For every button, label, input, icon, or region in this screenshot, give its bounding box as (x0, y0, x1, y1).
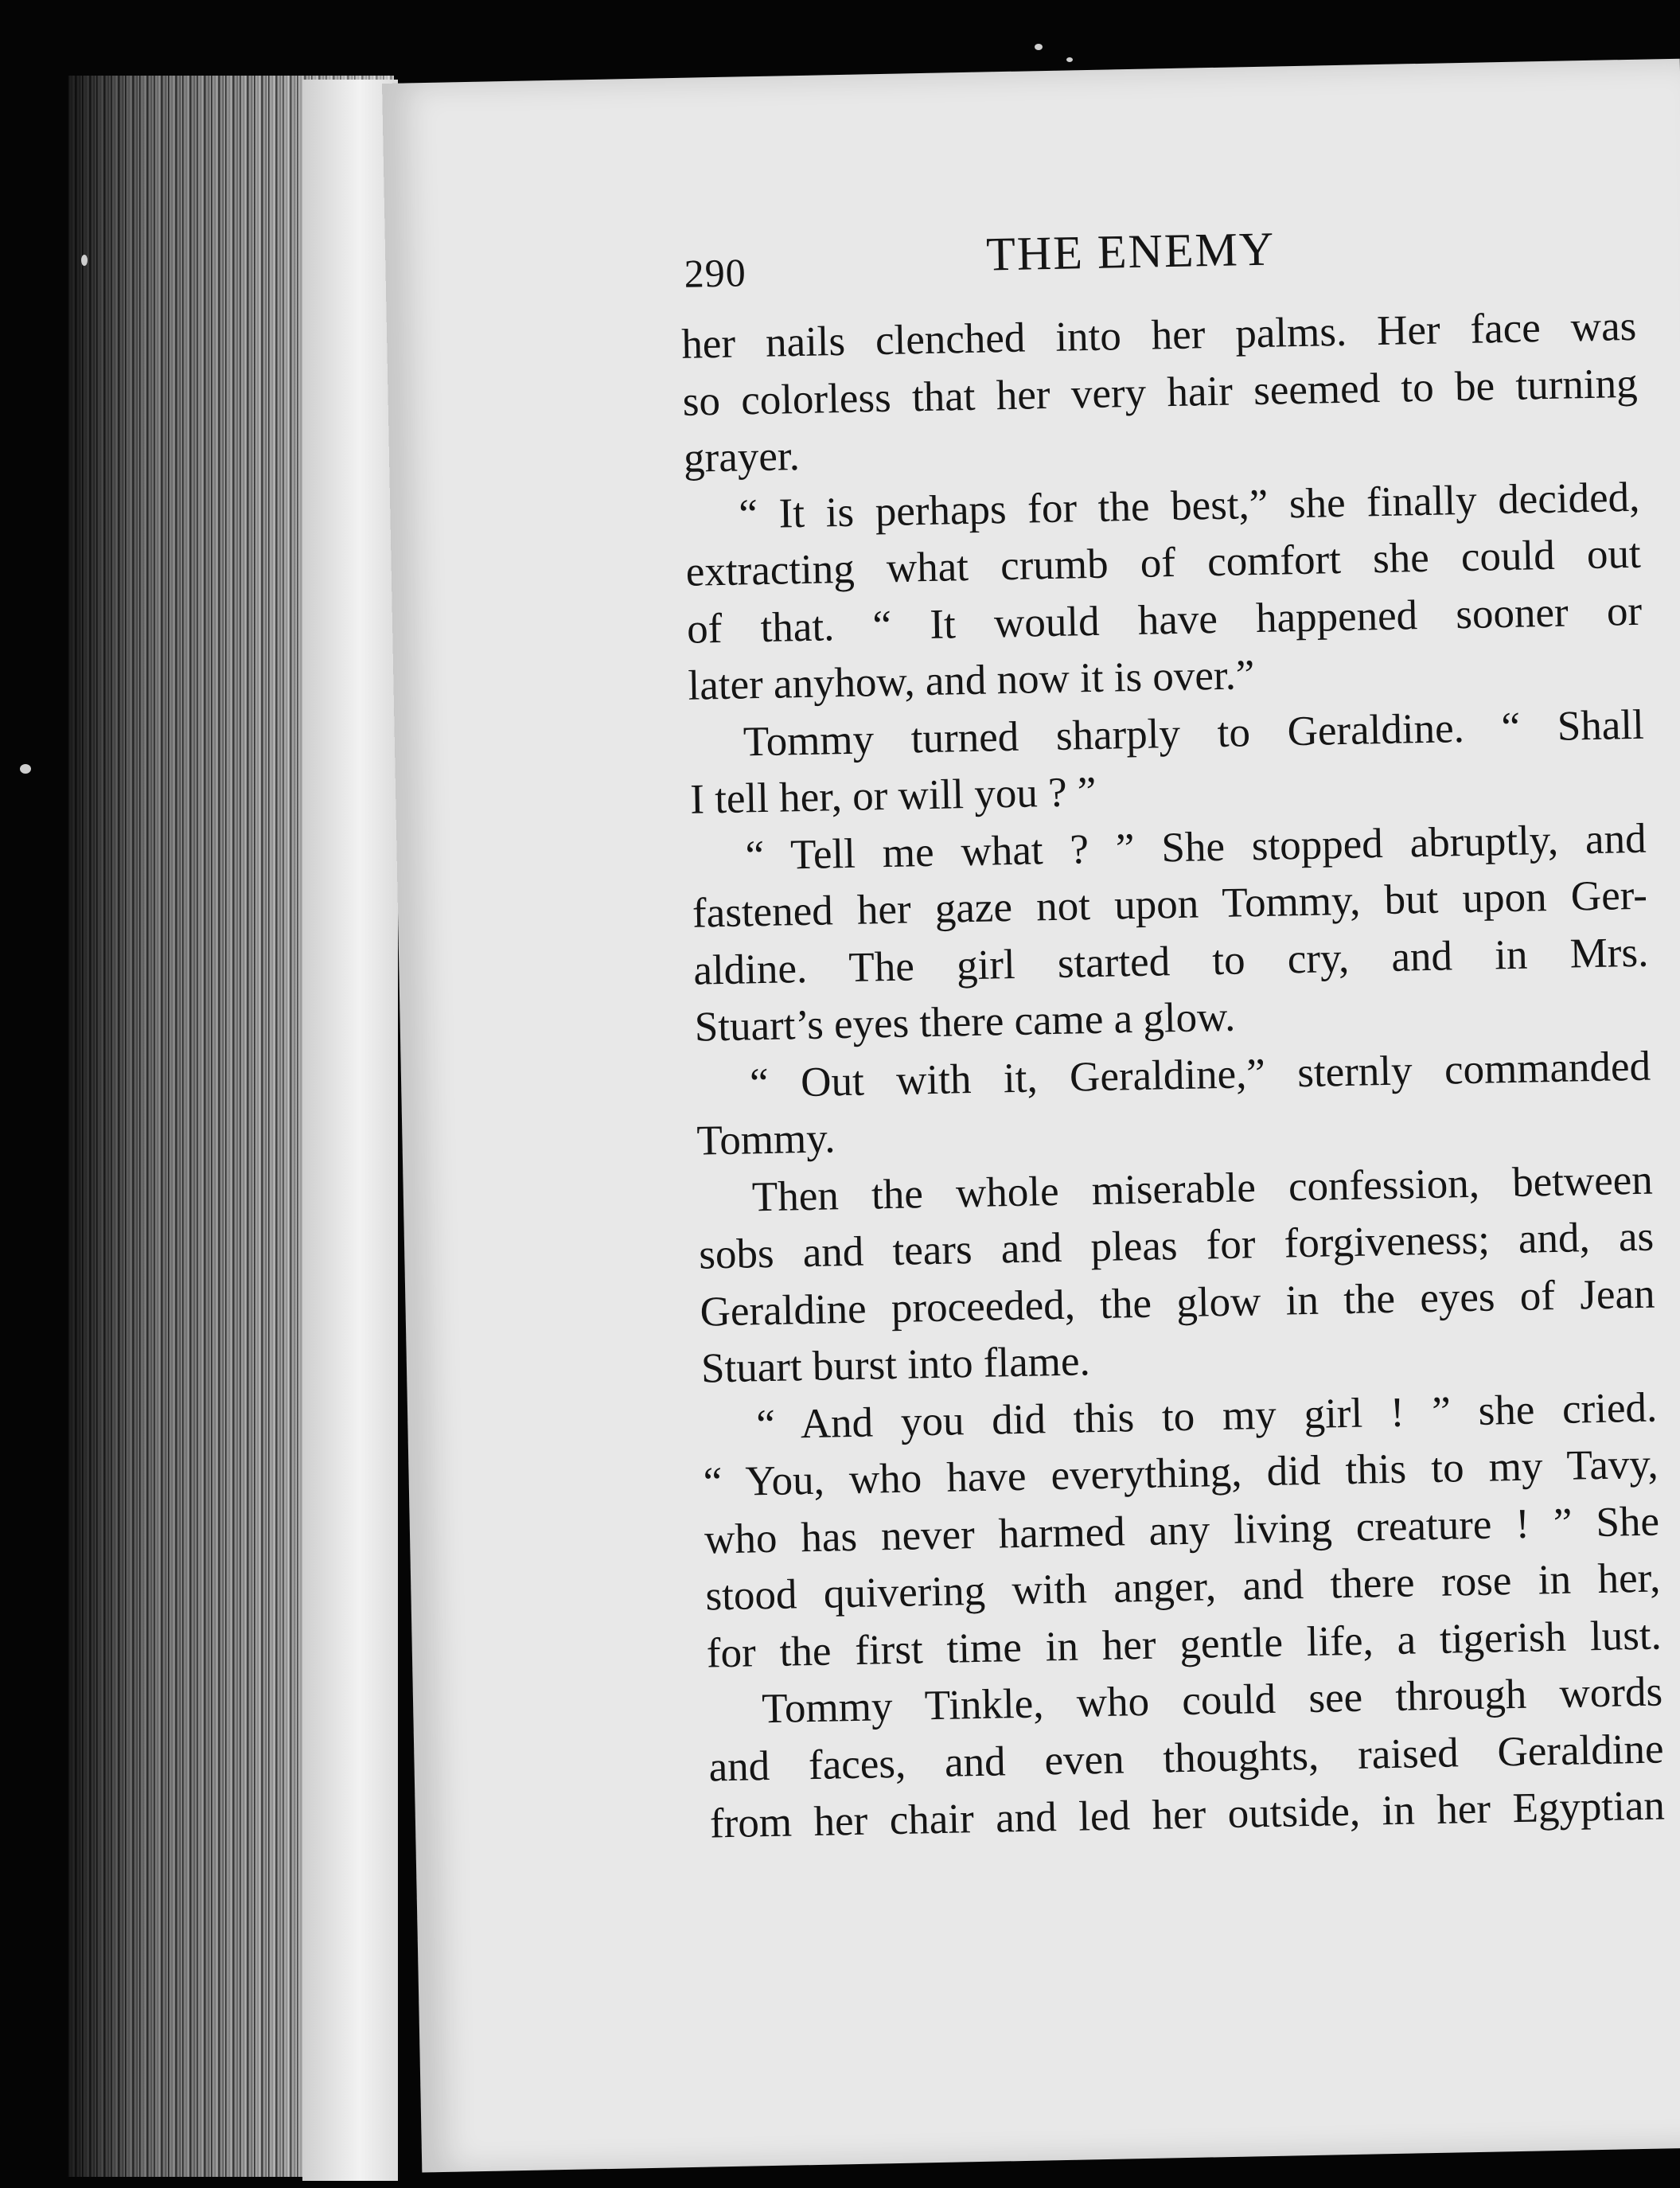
text-line: “ And you did this to my girl ! ” she cried. (755, 1384, 1658, 1448)
text-line: Tommy. (696, 1115, 836, 1164)
dust-speck (1066, 57, 1073, 62)
text-line: her nails clenched into her palms. Her face was (680, 302, 1637, 368)
body-text (681, 298, 1666, 1853)
page-edge-strip (302, 80, 398, 2181)
text-line: Tommy turned sharply to Geraldine. “ Shall (743, 701, 1645, 765)
text-line: Geraldine proceeded, the glow in the eyes of Jean (700, 1270, 1656, 1336)
text-line: from her chair and led her outside, in her Egyptian (709, 1782, 1666, 1847)
text-line: fastened her gaze not upon Tommy, but upon Ger- (692, 872, 1648, 937)
text-line: so colorless that her very hair seemed to be turning (682, 360, 1639, 425)
text-line: aldine. The girl started to cry, and in Mrs. (692, 929, 1649, 994)
text-line: grayer. (683, 433, 801, 482)
text-line: Tommy Tinkle, who could see through words (761, 1668, 1663, 1733)
text-line: later anyhow, and now it is over.” (688, 652, 1255, 709)
text-line: Stuart burst into flame. (700, 1338, 1091, 1392)
text-line: “ Out with it, Geraldine,” sternly commanded (749, 1043, 1651, 1106)
text-line: Then the whole miserable confession, between (751, 1156, 1654, 1220)
dust-speck (20, 764, 31, 774)
text-line: for the first time in her gentle life, a tigerish lust. (706, 1612, 1662, 1677)
text-line: stood quivering with anger, and there rose in her, (705, 1554, 1661, 1620)
text-line: I tell her, or will you ? ” (689, 768, 1097, 823)
dust-speck (81, 255, 88, 266)
text-line: “ Tell me what ? ” She stopped abruptly, and (745, 815, 1647, 879)
text-line: sobs and tears and pleas for forgiveness; and, as (698, 1213, 1655, 1278)
page-title: THE ENEMY (985, 222, 1276, 281)
running-head (684, 215, 1640, 305)
page-number: 290 (684, 250, 747, 296)
text-line: and faces, and even thoughts, raised Geraldine (708, 1725, 1665, 1791)
text-line: “ You, who have everything, did this to my Tavy, (703, 1441, 1659, 1506)
text-line: who has never harmed any living creature ! ” She (704, 1498, 1660, 1563)
book-page (382, 59, 1680, 2173)
text-line: extracting what crumb of comfort she could out (685, 530, 1642, 595)
text-line: Stuart’s eyes there came a glow. (694, 993, 1236, 1051)
dust-speck (1035, 44, 1043, 50)
text-line: “ It is perhaps for the best,” she finally decided, (738, 474, 1640, 537)
text-line: of that. “ It would have happened sooner or (686, 587, 1643, 653)
